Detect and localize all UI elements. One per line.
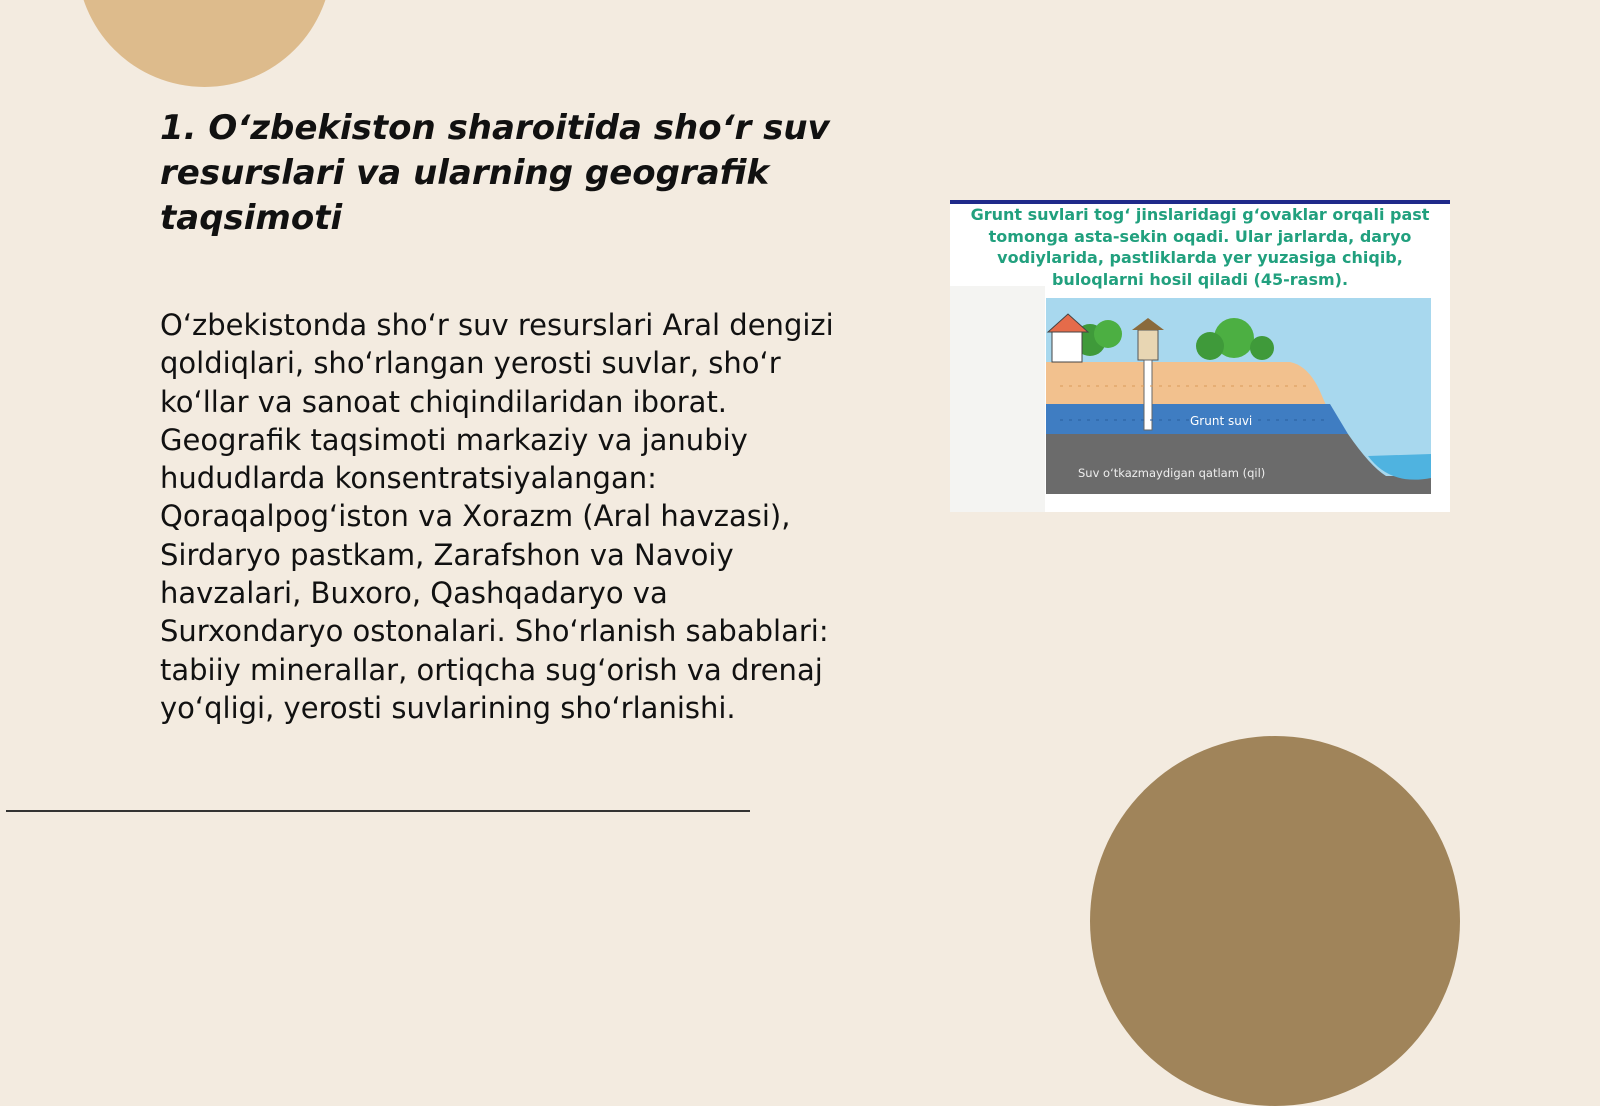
slide-body-text: O‘zbekistonda sho‘r suv resurslari Aral dengizi qoldiqlari, sho‘rlangan yerosti suvlar, sho‘r ko‘llar va sanoat chiqindilaridan iborat. Geografik taqsimoti markaziy va janubiy hududlarda konsentratsiyalangan: Qoraqalpog‘iston va Xorazm (Aral havzasi), Sirdaryo pastkam, Zarafshon va Navoiy havzalari, Buxoro, Qashqadaryo va Surxondaryo ostonalari. Sho‘rlanish sabablari: tabiiy minerallar, ortiqcha sug‘orish va drenaj yo‘qligi, yerosti suvlarining sho‘rlanishi. [160, 308, 834, 725]
slide-title: 1. O‘zbekiston sharoitida sho‘r suv resurslari va ularning geografik taqsimoti [160, 108, 830, 238]
figure-caption: Grunt suvlari tog‘ jinslaridagi g‘ovaklar orqali past tomonga asta-sekin oqadi. Ular jarlarda, daryo vodiylarida, pastliklarda yer yuzasiga chiqib, buloqlarni hosil qiladi (45-rasm). [970, 205, 1430, 289]
decorative-circle-bottom [1090, 736, 1460, 1106]
decorative-circle-top [77, 0, 332, 87]
groundwater-diagram [950, 286, 1450, 512]
well [1138, 330, 1158, 360]
label-groundwater: Grunt suvi [1190, 414, 1253, 428]
divider-line [6, 810, 750, 812]
groundwater-figure [950, 200, 1450, 512]
label-impermeable: Suv o‘tkazmaydigan qatlam (qil) [1078, 466, 1266, 480]
tree [1196, 332, 1224, 360]
tree [1250, 336, 1274, 360]
house [1052, 332, 1082, 362]
tree [1094, 320, 1122, 348]
